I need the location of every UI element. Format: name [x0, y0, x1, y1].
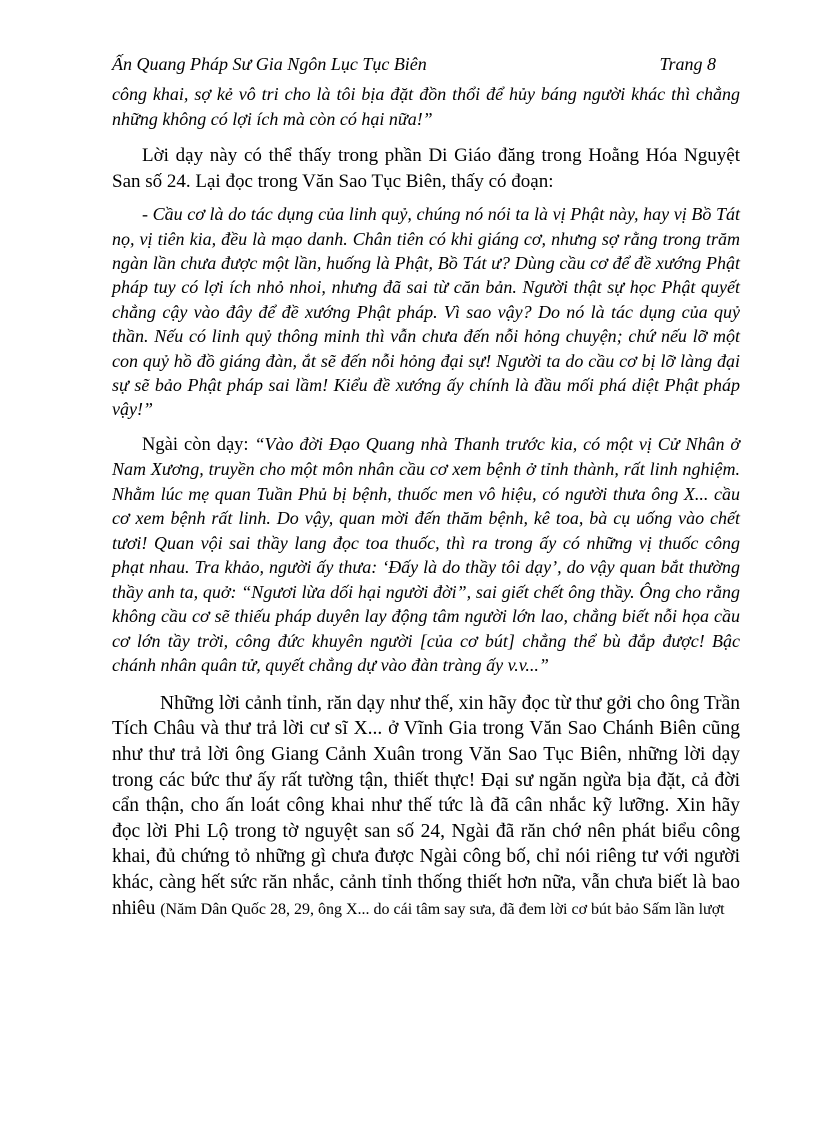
document-body	[112, 82, 740, 922]
paragraph-main	[112, 691, 740, 922]
paragraph-intro: Lời dạy này có thể thấy trong phần Di Giáo đăng trong Hoằng Hóa Nguyệt San số 24. Lại đọc trong Văn Sao Tục Biên, thấy có đoạn:	[112, 145, 740, 192]
paragraph-quote-1: - Cầu cơ là do tác dụng của linh quỷ, chúng nó nói ta là vị Phật này, hay vị Bồ Tát nọ, vị tiên kia, đều là mạo danh. Chân tiên có khi giáng cơ, nhưng sợ rằng trong trăm ngàn lần chưa được một lần, huống là Phật, Bồ Tát ư? Dùng cầu cơ để đề xướng Phật pháp tuy có lợi ích nhỏ nhoi, nhưng đã sai từ căn bản. Người thật sự học Phật quyết chẳng cậy vào đây để đề xướng Phật pháp. Vì sao vậy? Do nó là tác dụng của quỷ thần. Nếu có linh quỷ thông minh thì vẫn chưa đến nỗi hỏng chuyện; chứ nếu lỡ một con quỷ hồ đồ giáng đàn, ắt sẽ đến nỗi hỏng đại sự! Người ta do cầu cơ bị lỡ làng đại sự sẽ bảo Phật pháp sai lầm! Kiểu đề xướng ấy chính là đầu mối phá diệt Phật pháp vậy!”	[112, 204, 740, 420]
page-header	[112, 54, 716, 82]
quote-text: “Vào đời Đạo Quang nhà Thanh trước kia, có một vị Cử Nhân ở Nam Xương, truyền cho một môn nhân cầu cơ xem bệnh ở tỉnh thành, rất linh nghiệm. Nhằm lúc mẹ quan Tuần Phủ bị bệnh, thuốc men vô hiệu, có người thưa ông X... cầu cơ xem bệnh rất linh. Do vậy, quan mời đến thăm bệnh, kê toa, bà cụ uống vào chết tươi! Quan vội sai thầy lang đọc toa thuốc, thì ra trong ấy có những vị thuốc công phạt nhau. Tra khảo, người ấy thưa: ‘Đấy là do thầy tôi dạy’, do vậy quan bắt thường thầy anh ta, quở: “Ngươi lừa dối hại người đời”, sai giết chết ông thầy. Ông cho rằng không cầu cơ sẽ thiếu pháp duyên lay động tâm người lớn lao, chẳng biết nỗi họa cầu cơ lớn tầy trời, công đức khuyên người [của cơ bút] chẳng thể bù đắp được! Bậc chánh nhân quân tử, quyết chẳng dự vào đàn tràng ấy v.v...”	[112, 433, 741, 676]
footnote-text: (Năm Dân Quốc 28, 29, ông X... do cái tâm say sưa, đã đem lời cơ bút bảo Sấm lần lượt	[160, 900, 725, 918]
quote-lead: Ngài còn dạy:	[142, 434, 249, 455]
page-number: Trang 8	[659, 54, 716, 74]
paragraph-continuation: công khai, sợ kẻ vô tri cho là tôi bịa đặt đồn thổi để hủy báng người khác thì chẳng những không có lợi ích mà còn có hại nữa!”	[112, 84, 740, 129]
book-title: Ấn Quang Pháp Sư Gia Ngôn Lục Tục Biên	[112, 54, 427, 74]
main-text: Những lời cảnh tỉnh, răn dạy như thế, xin hãy đọc từ thư gởi cho ông Trần Tích Châu và thư trả lời cư sĩ X... ở Vĩnh Gia trong Văn Sao Chánh Biên cũng như thư trả lời ông Giang Cảnh Xuân trong Văn Sao Tục Biên, những lời dạy trong các bức thư ấy rất tường tận, thiết thực! Đại sư ngăn ngừa bịa đặt, cả đời cẩn thận, cho ấn loát công khai như thế tức là đã cân nhắc kỹ lưỡng. Xin hãy đọc lời Phi Lộ trong tờ nguyệt san số 24, Ngài đã răn chớ nên phát biểu công khai, đủ chứng tỏ những gì chưa được Ngài công bố, chỉ nói riêng tư với người khác, càng hết sức răn nhắc, cảnh tỉnh thống thiết hơn nữa, vẫn chưa biết là bao nhiêu	[112, 692, 740, 919]
paragraph-quote-2	[112, 432, 740, 678]
